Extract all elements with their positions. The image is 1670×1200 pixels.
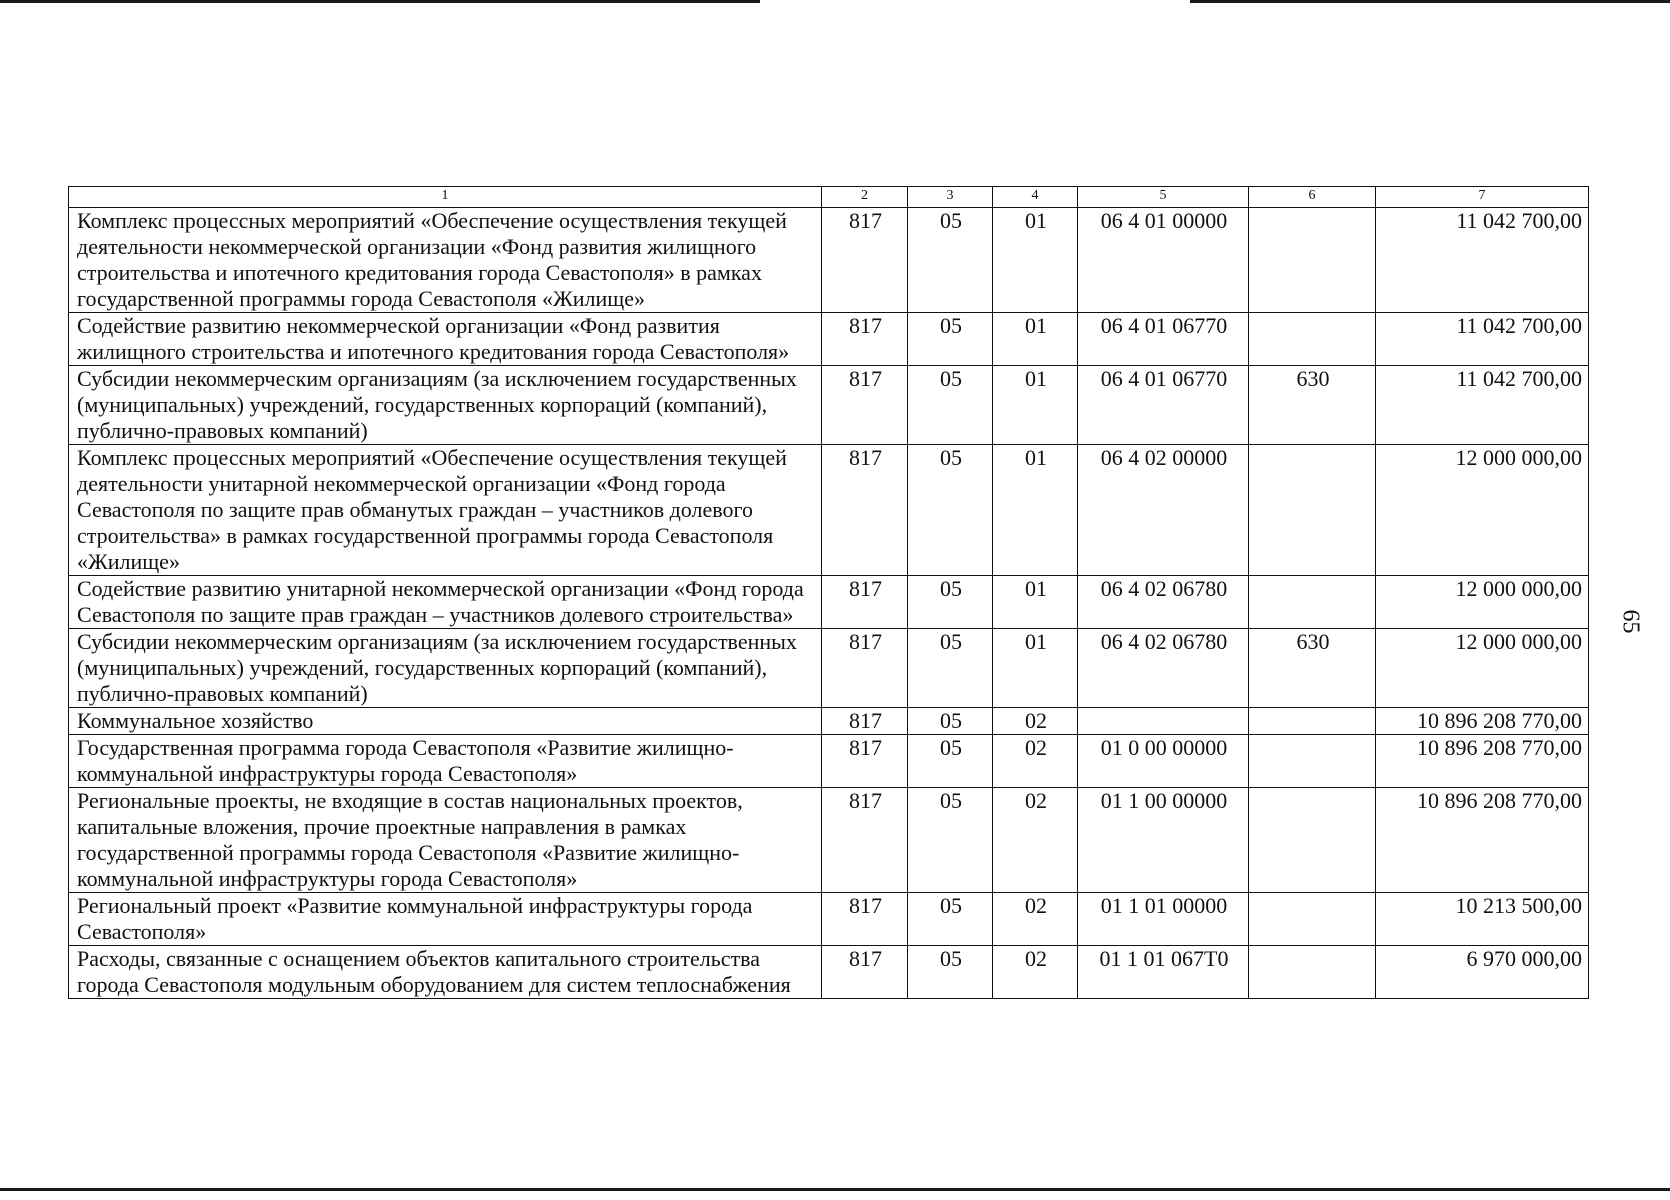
scan-border-top [0, 0, 760, 3]
row-grbs-code: 817 [822, 445, 908, 576]
row-amount: 11 042 700,00 [1376, 313, 1589, 366]
column-header: 2 [822, 187, 908, 208]
column-header: 3 [908, 187, 993, 208]
row-expense-type-code [1249, 313, 1376, 366]
row-expense-type-code [1249, 445, 1376, 576]
row-grbs-code: 817 [822, 788, 908, 893]
row-subsection-code: 02 [993, 946, 1078, 999]
table-row [69, 629, 1589, 708]
column-header: 5 [1078, 187, 1249, 208]
row-amount: 12 000 000,00 [1376, 629, 1589, 708]
row-grbs-code: 817 [822, 735, 908, 788]
table-row [69, 946, 1589, 999]
row-expense-type-code: 630 [1249, 366, 1376, 445]
row-subsection-code: 02 [993, 893, 1078, 946]
row-subsection-code: 02 [993, 735, 1078, 788]
row-description: Комплекс процессных мероприятий «Обеспечение осуществления текущей деятельности унитарной некоммерческой организации «Фонд города Севастополя по защите прав обманутых граждан – участников долевого строительства» в рамках государственной программы города Севастополя «Жилище» [69, 445, 822, 576]
row-expense-type-code [1249, 208, 1376, 313]
table-row [69, 313, 1589, 366]
row-description: Расходы, связанные с оснащением объектов капитального строительства города Севастополя модульным оборудованием для систем теплоснабжения [69, 946, 822, 999]
row-expense-type-code [1249, 946, 1376, 999]
row-amount: 6 970 000,00 [1376, 946, 1589, 999]
row-target-article-code: 06 4 02 06780 [1078, 629, 1249, 708]
row-description: Региональный проект «Развитие коммунальной инфраструктуры города Севастополя» [69, 893, 822, 946]
row-subsection-code: 01 [993, 445, 1078, 576]
row-expense-type-code [1249, 708, 1376, 735]
row-grbs-code: 817 [822, 366, 908, 445]
row-amount: 10 896 208 770,00 [1376, 735, 1589, 788]
row-description: Содействие развитию унитарной некоммерческой организации «Фонд города Севастополя по защите прав граждан – участников долевого строительства» [69, 576, 822, 629]
row-subsection-code: 02 [993, 788, 1078, 893]
row-section-code: 05 [908, 313, 993, 366]
row-target-article-code: 01 0 00 00000 [1078, 735, 1249, 788]
table-header-row [69, 187, 1589, 208]
row-description: Субсидии некоммерческим организациям (за исключением государственных (муниципальных) учреждений, государственных корпораций (компаний), публично-правовых компаний) [69, 366, 822, 445]
table-row [69, 366, 1589, 445]
row-amount: 10 896 208 770,00 [1376, 708, 1589, 735]
row-section-code: 05 [908, 708, 993, 735]
row-grbs-code: 817 [822, 946, 908, 999]
table-row [69, 735, 1589, 788]
table-row [69, 893, 1589, 946]
scan-border-bottom [0, 1188, 1670, 1191]
column-header: 4 [993, 187, 1078, 208]
row-target-article-code [1078, 708, 1249, 735]
row-target-article-code: 06 4 02 00000 [1078, 445, 1249, 576]
row-subsection-code: 01 [993, 576, 1078, 629]
row-section-code: 05 [908, 946, 993, 999]
row-expense-type-code [1249, 735, 1376, 788]
row-target-article-code: 01 1 00 00000 [1078, 788, 1249, 893]
row-section-code: 05 [908, 893, 993, 946]
row-subsection-code: 01 [993, 629, 1078, 708]
row-target-article-code: 06 4 01 06770 [1078, 313, 1249, 366]
column-header: 1 [69, 187, 822, 208]
row-subsection-code: 01 [993, 366, 1078, 445]
row-amount: 11 042 700,00 [1376, 208, 1589, 313]
row-grbs-code: 817 [822, 313, 908, 366]
row-section-code: 05 [908, 629, 993, 708]
row-target-article-code: 06 4 01 06770 [1078, 366, 1249, 445]
row-amount: 10 213 500,00 [1376, 893, 1589, 946]
row-description: Комплекс процессных мероприятий «Обеспечение осуществления текущей деятельности некоммерческой организации «Фонд развития жилищного строительства и ипотечного кредитования города Севастополя» в рамках государственной программы города Севастополя «Жилище» [69, 208, 822, 313]
budget-table [68, 186, 1589, 999]
row-expense-type-code [1249, 788, 1376, 893]
row-target-article-code: 06 4 02 06780 [1078, 576, 1249, 629]
row-section-code: 05 [908, 735, 993, 788]
row-expense-type-code [1249, 893, 1376, 946]
row-amount: 10 896 208 770,00 [1376, 788, 1589, 893]
row-subsection-code: 01 [993, 208, 1078, 313]
row-grbs-code: 817 [822, 708, 908, 735]
row-section-code: 05 [908, 366, 993, 445]
row-section-code: 05 [908, 576, 993, 629]
row-expense-type-code [1249, 576, 1376, 629]
row-section-code: 05 [908, 788, 993, 893]
row-description: Региональные проекты, не входящие в состав национальных проектов, капитальные вложения, прочие проектные направления в рамках государственной программы города Севастополя «Развитие жилищно-коммунальной инфраструктуры города Севастополя» [69, 788, 822, 893]
row-description: Содействие развитию некоммерческой организации «Фонд развития жилищного строительства и ипотечного кредитования города Севастополя» [69, 313, 822, 366]
page-number: 65 [1617, 609, 1644, 634]
row-description: Субсидии некоммерческим организациям (за исключением государственных (муниципальных) учреждений, государственных корпораций (компаний), публично-правовых компаний) [69, 629, 822, 708]
row-grbs-code: 817 [822, 208, 908, 313]
table-row [69, 708, 1589, 735]
row-grbs-code: 817 [822, 576, 908, 629]
row-amount: 12 000 000,00 [1376, 445, 1589, 576]
column-header: 6 [1249, 187, 1376, 208]
table-row [69, 208, 1589, 313]
table-row [69, 445, 1589, 576]
row-description: Коммунальное хозяйство [69, 708, 822, 735]
row-target-article-code: 06 4 01 00000 [1078, 208, 1249, 313]
row-amount: 11 042 700,00 [1376, 366, 1589, 445]
row-section-code: 05 [908, 208, 993, 313]
row-amount: 12 000 000,00 [1376, 576, 1589, 629]
row-subsection-code: 01 [993, 313, 1078, 366]
row-grbs-code: 817 [822, 893, 908, 946]
row-target-article-code: 01 1 01 067Т0 [1078, 946, 1249, 999]
row-grbs-code: 817 [822, 629, 908, 708]
column-header: 7 [1376, 187, 1589, 208]
row-description: Государственная программа города Севастополя «Развитие жилищно-коммунальной инфраструктуры города Севастополя» [69, 735, 822, 788]
row-subsection-code: 02 [993, 708, 1078, 735]
row-section-code: 05 [908, 445, 993, 576]
table-row [69, 788, 1589, 893]
scan-border-top-right [1190, 0, 1670, 3]
table-row [69, 576, 1589, 629]
row-target-article-code: 01 1 01 00000 [1078, 893, 1249, 946]
row-expense-type-code: 630 [1249, 629, 1376, 708]
